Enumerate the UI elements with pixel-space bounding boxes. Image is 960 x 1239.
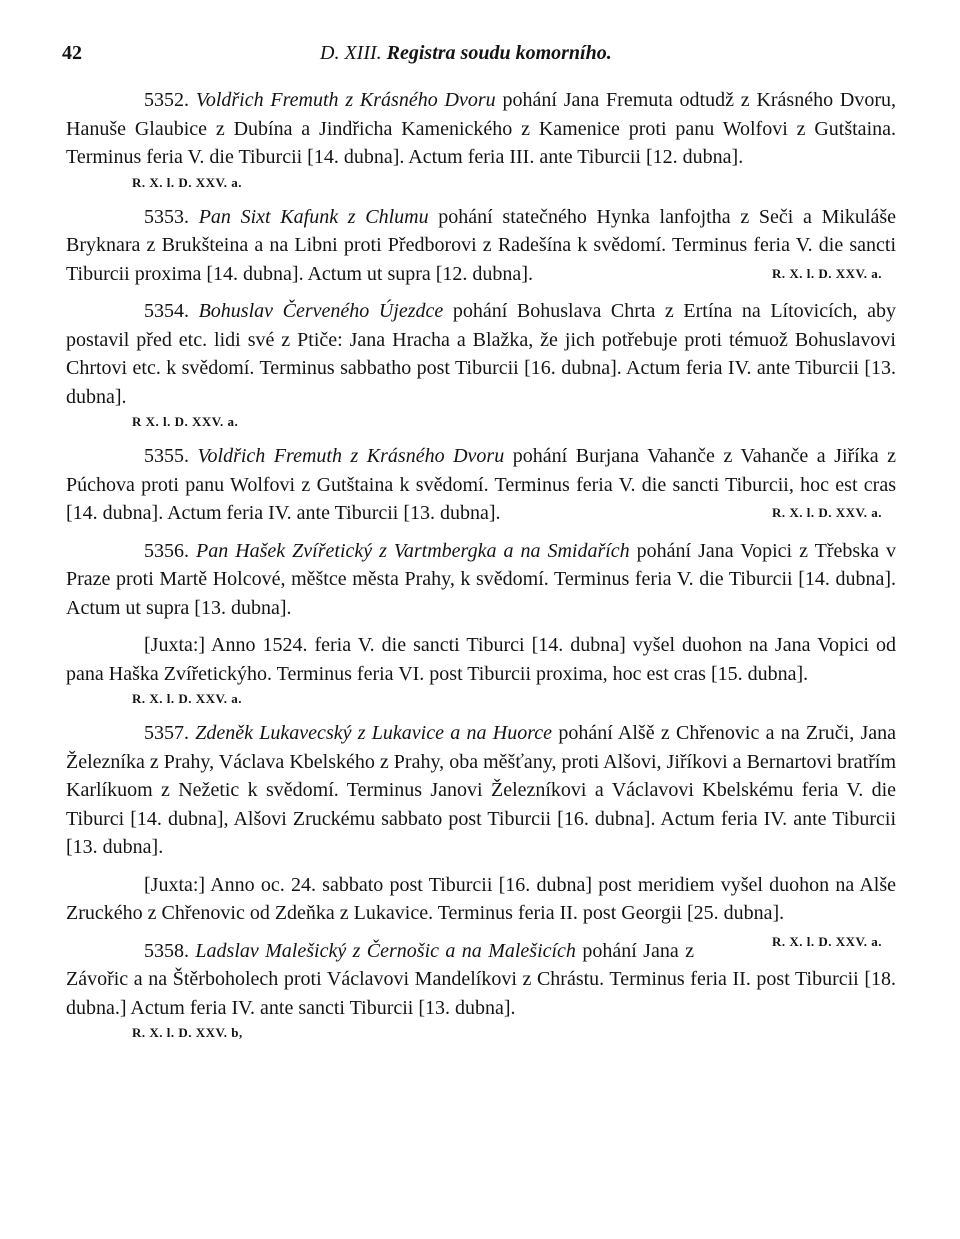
entry-number: 5358. bbox=[144, 939, 189, 962]
entry-text: pohání statečného Hynka lanfojtha z Seči a Mikuláše Bryknara z Brukšteina a na Libni proti Předborovi z Radešína k svědomí. Terminus feria V. die sancti Tiburcii proxima [14. dubna]. Actum ut supra [12. dubna]. bbox=[66, 205, 897, 285]
entry-5354 bbox=[66, 297, 896, 433]
entry-number: 5354. bbox=[144, 300, 189, 322]
entry-name: Voldřich Fremuth z Krásného Dvoru bbox=[195, 89, 496, 111]
page-number: 42 bbox=[62, 42, 82, 64]
entry-number: 5352. bbox=[144, 89, 189, 111]
entry-text: pohání Jana Vopici z Třebska v Praze proti Martě Holcové, měštce města Prahy, k svědomí. Terminus feria V. die Tiburcii [14. dubna]. Actum ut supra [13. dubna]. bbox=[66, 539, 897, 619]
archive-signature: R. X. l. D. XXV. b, bbox=[132, 1025, 243, 1040]
page-header bbox=[62, 38, 900, 68]
entry-number: 5353. bbox=[144, 205, 189, 228]
entry-name: Ladslav Malešický z Černošic a na Malešicích bbox=[195, 939, 576, 962]
juxta-text: [Juxta:] Anno oc. 24. sabbato post Tiburcii [16. dubna] post meridiem vyšel duohon na Alše Zruckého z Chřenovic od Zdeňka z Lukavice. Terminus feria II. post Georgii [25. dubna]. bbox=[66, 873, 896, 924]
entry-text: pohání Bohuslava Chrta z Ertína na Lítovicích, aby postavil před etc. lidi své z Ptiče: Jana Hracha a Blažka, že jich potřebuje proti témuož Bohuslavovi Chrtovi etc. k svědomí. Terminus sabbatho post Tiburcii [16. dubna]. Actum feria IV. ante Tiburcii [13. dubna]. bbox=[66, 300, 897, 408]
juxta-text: [Juxta:] Anno 1524. feria V. die sancti Tiburci [14. dubna] vyšel duohon na Jana Vopici od pana Haška Zvířetickýho. Terminus feria VI. post Tiburcii proxima, hoc est cras [15. dubna]. bbox=[66, 634, 896, 685]
entry-5352 bbox=[66, 86, 896, 194]
running-head-prefix: D. XIII. bbox=[320, 42, 382, 64]
entry-text: pohání Jana z Závořic a na Štěrboholech proti Václavovi Mandelíkovi z Chrástu. Terminus feria II. post Tiburcii [18. dubna.] Actum feria IV. ante sancti Tiburcii [13. dubna]. bbox=[66, 939, 896, 1019]
archive-signature: R. X. l. D. XXV. a. bbox=[771, 505, 882, 520]
entry-number: 5357. bbox=[144, 722, 189, 744]
archive-signature: R. X. l. D. XXV. a. bbox=[771, 265, 882, 281]
entry-text: pohání Burjana Vahanče z Vahanče a Jiříka z Púchova proti panu Wolfovi z Gutštaina k svědomí. Terminus feria V. die sancti Tiburcii, hoc est cras [14. dubna]. Actum feria IV. ante Tiburcii [13. dubna]. bbox=[66, 445, 897, 524]
entry-name: Zdeněk Lukavecský z Lukavice a na Huorce bbox=[195, 722, 553, 744]
entry-5355 bbox=[66, 442, 896, 528]
entry-5357 bbox=[66, 719, 896, 862]
running-head bbox=[320, 38, 612, 68]
entry-name: Voldřich Fremuth z Krásného Dvoru bbox=[197, 445, 505, 467]
entry-name: Bohuslav Červeného Újezdce bbox=[198, 300, 444, 322]
document-body bbox=[66, 86, 896, 1053]
entry-name: Pan Sixt Kafunk z Chlumu bbox=[198, 205, 429, 228]
entry-name: Pan Hašek Zvířetický z Vartmbergka a na Smidařích bbox=[196, 539, 630, 562]
running-head-title: Registra soudu komorního. bbox=[386, 42, 612, 64]
archive-signature: R. X. l. D. XXV. a. bbox=[771, 933, 882, 949]
entry-5357-juxta bbox=[66, 871, 896, 949]
entry-text: pohání Alšě z Chřenovic a na Zruči, Jana Železníka z Prahy, Václava Kbelského z Prahy, oba měšťany, proti Alšovi, Jiříkovi a Bernartovi bratřím Karlíkuom z Nežetic k svědomí. Terminus Janovi Železníkovi a Václavovi Kbelskému feria V. die Tiburci [14. dubna], Alšovi Zruckému sabbato post Tiburcii [16. dubna]. Actum feria IV. ante Tiburcii [13. dubna]. bbox=[66, 722, 897, 858]
entry-5356 bbox=[66, 537, 896, 623]
archive-signature: R X. l. D. XXV. a. bbox=[132, 414, 239, 429]
entry-text: pohání Jana Fremuta odtudž z Krásného Dvoru, Hanuše Glaubice z Dubína a Jindřicha Kamenického z Kamenice proti panu Wolfovi z Gutštaina. Terminus feria V. die Tiburcii [14. dubna]. Actum feria III. ante Tiburcii [12. dubna]. bbox=[66, 89, 896, 168]
entry-number: 5355. bbox=[144, 445, 189, 467]
entry-number: 5356. bbox=[144, 539, 189, 562]
archive-signature: R. X. l. D. XXV. a. bbox=[132, 691, 243, 706]
entry-5353 bbox=[66, 203, 896, 289]
archive-signature: R. X. l. D. XXV. a. bbox=[132, 174, 243, 190]
entry-5356-juxta bbox=[66, 631, 896, 710]
